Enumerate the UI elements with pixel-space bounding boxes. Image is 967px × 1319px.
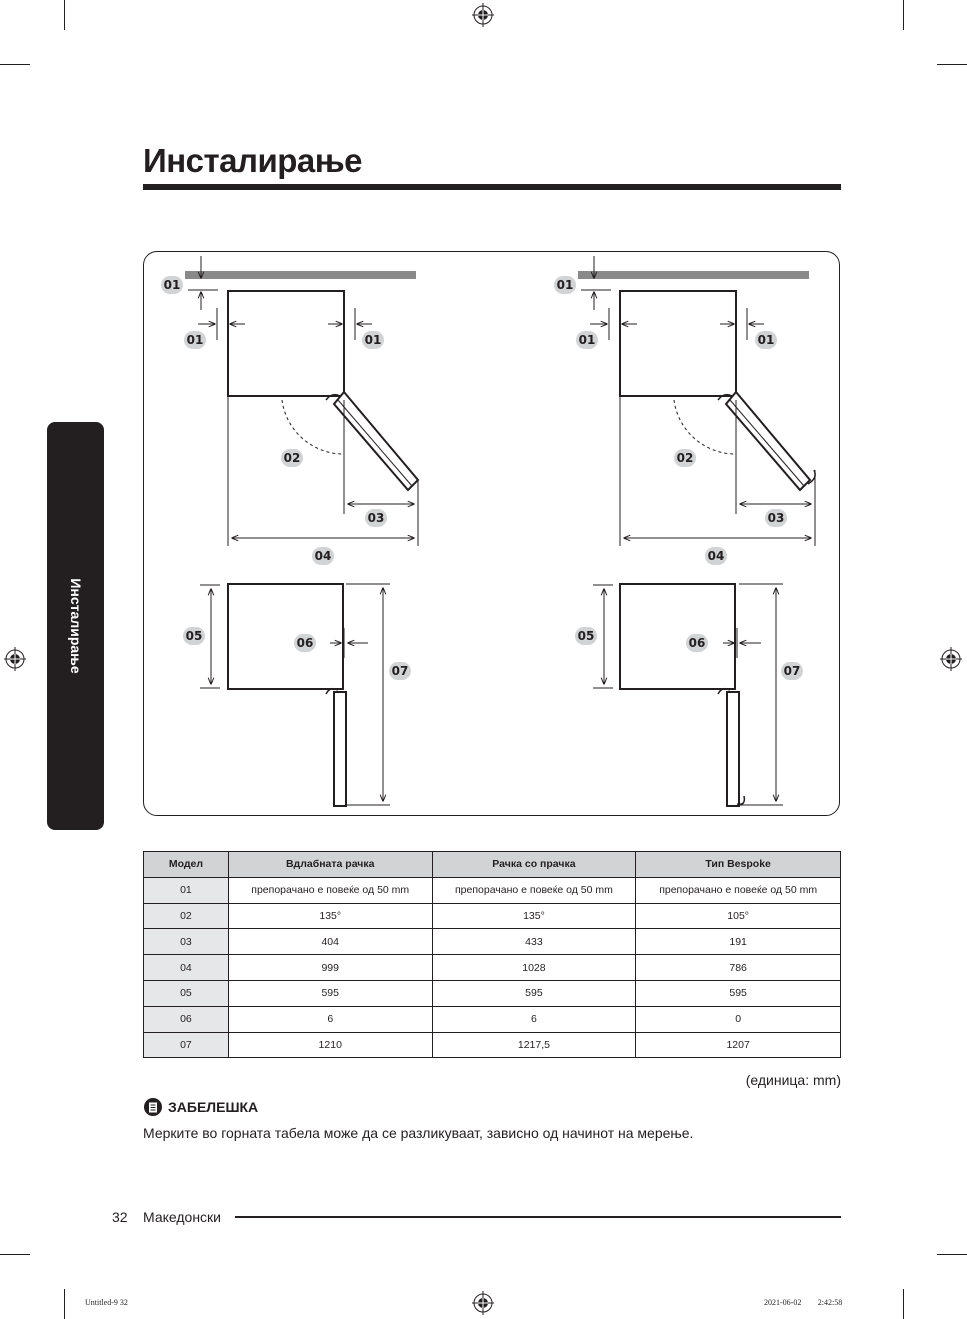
table-row <box>144 877 841 903</box>
table-row <box>144 1032 841 1058</box>
page-number: 32 <box>112 1209 128 1225</box>
table-cell: препорачано е повеќе од 50 mm <box>432 877 636 903</box>
label-badge: 01 <box>576 331 598 349</box>
label-badge: 03 <box>365 509 387 527</box>
table-row <box>144 955 841 981</box>
table-cell: 433 <box>432 929 636 955</box>
table-cell: 1028 <box>432 955 636 981</box>
print-slug-left: Untitled-9 32 <box>85 1298 128 1307</box>
label-badge: 04 <box>312 547 334 565</box>
label-badge: 02 <box>674 449 696 467</box>
table-cell: 595 <box>228 980 432 1006</box>
table-row <box>144 929 841 955</box>
note-title: ЗАБЕЛЕШКА <box>168 1099 259 1115</box>
label-badge: 06 <box>294 634 316 652</box>
table-cell: 999 <box>228 955 432 981</box>
table-cell: 1217,5 <box>432 1032 636 1058</box>
table-cell: 191 <box>636 929 841 955</box>
table-cell: 02 <box>144 903 229 929</box>
table-cell: 1207 <box>636 1032 841 1058</box>
table-cell: 1210 <box>228 1032 432 1058</box>
table-row <box>144 1006 841 1032</box>
label-badge: 03 <box>765 509 787 527</box>
table-cell: 105° <box>636 903 841 929</box>
table-row <box>144 980 841 1006</box>
column-header: Вдлабната рачка <box>228 852 432 878</box>
column-header: Тип Bespoke <box>636 852 841 878</box>
unit-note: (единица: mm) <box>745 1072 841 1088</box>
table-header-row <box>144 852 841 878</box>
label-badge: 07 <box>389 662 411 680</box>
label-badge: 04 <box>705 547 727 565</box>
table-cell: 595 <box>636 980 841 1006</box>
table-cell: препорачано е повеќе од 50 mm <box>228 877 432 903</box>
label-badge: 01 <box>362 331 384 349</box>
diagram-right <box>578 256 815 806</box>
table-cell: 135° <box>228 903 432 929</box>
label-badge: 05 <box>575 627 597 645</box>
table-cell: 6 <box>228 1006 432 1032</box>
column-header: Рачка со прачка <box>432 852 636 878</box>
column-header: Модел <box>144 852 229 878</box>
page-title: Инсталирање <box>143 142 363 179</box>
label-badge: 05 <box>183 627 205 645</box>
label-badge: 02 <box>281 449 303 467</box>
table-cell: препорачано е повеќе од 50 mm <box>636 877 841 903</box>
note-icon <box>144 1098 162 1116</box>
table-cell: 0 <box>636 1006 841 1032</box>
label-badge: 01 <box>554 276 576 294</box>
table-cell: 06 <box>144 1006 229 1032</box>
print-slug-right: 2021-06-02 ￿￿ 2:42:58 <box>764 1298 843 1307</box>
label-badge: 07 <box>781 662 803 680</box>
label-badge: 06 <box>686 634 708 652</box>
label-badge: 01 <box>184 331 206 349</box>
footer-divider <box>235 1216 841 1218</box>
label-badge: 01 <box>755 331 777 349</box>
table-cell: 04 <box>144 955 229 981</box>
table-row <box>144 903 841 929</box>
note-text: Мерките во горната табела може да се разликуваат, зависно од начинот на мерење. <box>143 1125 694 1141</box>
table-cell: 404 <box>228 929 432 955</box>
label-badge: 01 <box>161 276 183 294</box>
footer-language: Македонски <box>143 1209 221 1225</box>
table-cell: 786 <box>636 955 841 981</box>
table-cell: 6 <box>432 1006 636 1032</box>
table-cell: 05 <box>144 980 229 1006</box>
side-tab-label: Инсталирање <box>67 578 84 674</box>
table-cell: 135° <box>432 903 636 929</box>
table-cell: 01 <box>144 877 229 903</box>
table-cell: 595 <box>432 980 636 1006</box>
note-heading <box>144 1098 258 1116</box>
table-cell: 03 <box>144 929 229 955</box>
table-cell: 07 <box>144 1032 229 1058</box>
clearance-table <box>143 851 841 1058</box>
